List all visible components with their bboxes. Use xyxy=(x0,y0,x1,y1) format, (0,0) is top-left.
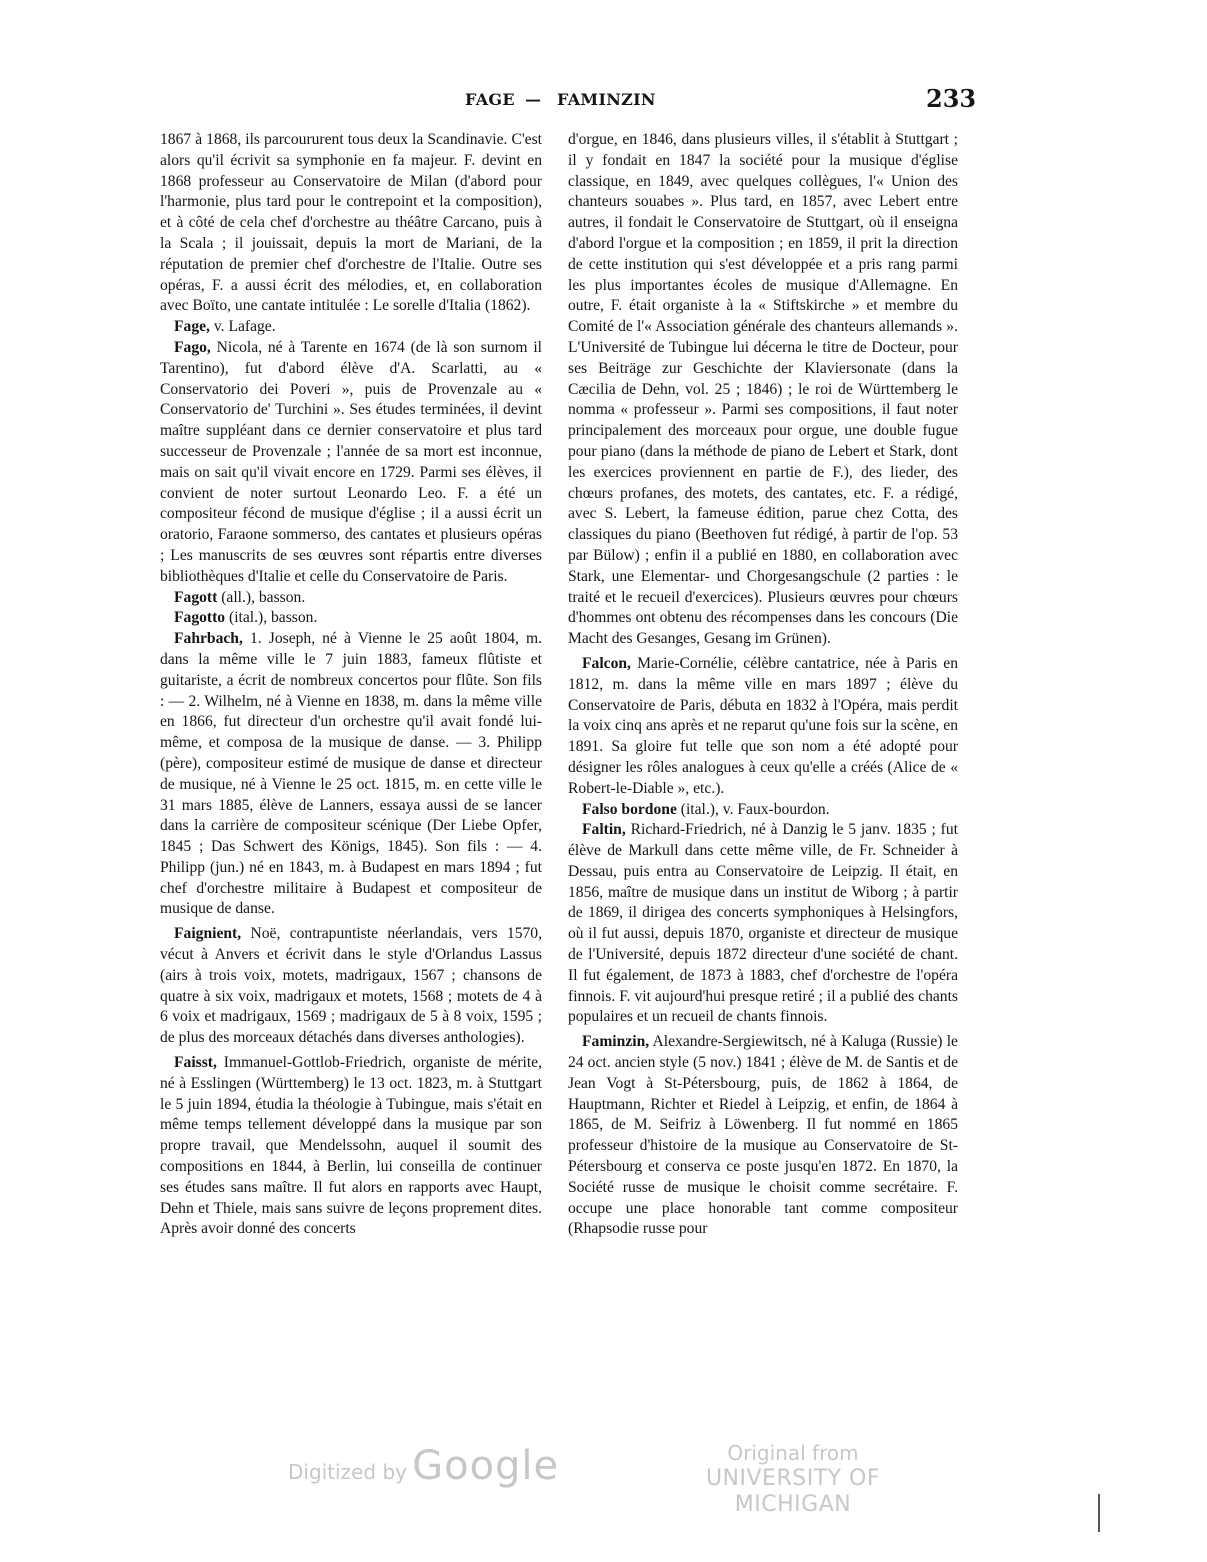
dictionary-entry xyxy=(568,800,958,821)
entry-text: 1. Joseph, né à Vienne le 25 août 1804, m. dans la même ville le 7 juin 1883, fameux flûtiste et guitariste, a écrit de nombreux concertos pour flûte. Son fils : — 2. Wilhelm, né à Vienne en 1838, m. dans la même ville en 1866, fut directeur d'un orchestre qu'il avait fondé lui-même, et composa de la musique de danse. — 3. Philipp (père), compositeur estimé de musique de danse et directeur de musique, né à Vienne le 25 oct. 1815, m. en cette ville le 31 mars 1885, élève de Lanners, essaya aussi de se lancer dans la carrière de compositeur scénique (Der Liebe Opfer, 1845 ; Das Schwert des Königs, 1845). Son fils : — 4. Philipp (jun.) né en 1843, m. à Budapest en mars 1894 ; fut chef d'orchestre militaire à Budapest et compositeur de musique de danse. xyxy=(160,630,543,918)
dictionary-entry xyxy=(160,338,542,588)
dictionary-entry xyxy=(160,1053,542,1240)
entry-headword: Fagott xyxy=(174,588,218,606)
original-from-label: Original from xyxy=(727,1441,859,1465)
digitization-footer xyxy=(0,1440,1207,1517)
original-source-watermark xyxy=(668,1440,918,1518)
dictionary-entry xyxy=(160,588,542,609)
entry-headword: Faltin, xyxy=(582,821,626,839)
entry-headword: Fago, xyxy=(174,338,211,356)
entry-headword: Faminzin, xyxy=(582,1033,650,1051)
entry-headword: Fage, xyxy=(174,318,210,336)
entry-text: Alexandre-Sergiewitsch, né à Kaluga (Russie) le 24 oct. ancien style (5 nov.) 1841 ; élève de M. de Santis et de Jean Vogt à St-Pétersbourg, puis, de 1862 à 1864, de Hauptmann, Richter et Riedel à Leipzig, et enfin, de 1864 à 1865, de M. Seifriz à Löwenberg. Il fut nommé en 1865 professeur d'histoire de la musique au Conservatoire de St-Pétersbourg et conserva ce poste jusqu'en 1872. En 1870, la Société russe de musique le choisit comme secrétaire. F. occupe une place honorable tant comme compositeur (Rhapsodie russe pour xyxy=(568,1033,958,1238)
dictionary-entry xyxy=(160,608,542,629)
entry-text: Marie-Cornélie, célèbre cantatrice, née à Paris en 1812, m. dans la même ville en mars 1897 ; élève du Conservatoire de Paris, débuta en 1832 à l'Opéra, mais perdit la voix cinq ans après et ne reparut qu'une fois sur la scène, en 1891. Sa gloire fut telle que son nom a été adopté pour désigner les rôles analogues à ceux qu'elle a créés (Alice de « Robert-le-Diable », etc.). xyxy=(568,654,958,797)
dictionary-entry xyxy=(160,317,542,338)
scan-edge-mark xyxy=(1098,1494,1100,1532)
dictionary-entry xyxy=(160,924,542,1049)
dictionary-entry xyxy=(160,629,542,920)
entry-text: (all.), basson. xyxy=(221,588,306,606)
entry-headword: Falcon, xyxy=(582,654,631,672)
right-column xyxy=(568,130,958,1240)
entry-headword: Faignient, xyxy=(174,925,242,943)
dictionary-entry xyxy=(568,1032,958,1240)
entry-headword: Fahrbach, xyxy=(174,630,243,648)
entry-text: 1867 à 1868, ils parcoururent tous deux la Scandinavie. C'est alors qu'il écrivit sa symphonie en fa majeur. F. devint en 1868 professeur au Conservatoire de Milan (d'abord pour l'harmonie, plus tard pour le contrepoint et la composition), et à côté de cela chef d'orchestre au théâtre Carcano, puis à la Scala ; il jouissait, depuis la mort de Mariani, de la réputation de premier chef d'orchestre de l'Italie. Outre ses opéras, F. a aussi écrit des mélodies, et, en collaboration avec Boïto, une cantate intitulée : Le sorelle d'Italia (1862). xyxy=(160,131,542,315)
left-column xyxy=(160,130,542,1240)
digitized-by-google-watermark xyxy=(288,1443,559,1489)
dictionary-entry xyxy=(568,820,958,1028)
page-number: 233 xyxy=(926,84,977,113)
entry-text: d'orgue, en 1846, dans plusieurs villes, il s'établit à Stuttgart ; il y fondait en 1847 la société pour la musique d'église classique, en 1849, avec quelques collègues, l'« Union des chanteurs souabes ». Plus tard, en 1857, avec Lebert entre autres, il fondait le Conservatoire de Stuttgart, où il enseigna d'abord l'orgue et la composition ; en 1859, il prit la direction de cette institution qui s'est développée et a pris rang parmi les plus importantes écoles de musique d'Allemagne. En outre, F. était organiste à la « Stiftskirche » et membre du Comité de l'« Association générale des chanteurs allemands ». L'Université de Tubingue lui décerna le titre de Docteur, pour ses Beiträge zur Geschichte der Klaviersonate (dans la Cæcilia de Dehn, vol. 25 ; 1846) ; le roi de Württemberg le nomma « professeur ». Parmi ses compositions, il faut noter principalement des morceaux pour orgue, une double fugue pour piano (dans la méthode de piano de Lebert et Stark, dont les exercices proviennent en partie de F.), des lieder, des chœurs profanes, des motets, des cantates, etc. F. a rédigé, avec S. Lebert, la fameuse édition, parue chez Cotta, des classiques du piano (Beethoven fut rédigé, à partir de l'op. 53 par Bülow) ; enfin il a publié en 1880, en collaboration avec Stark, une Elementar- und Chorgesangschule (2 parties : le traité et le recueil d'exercices). Plusieurs œuvres pour chœurs d'hommes ont obtenu des récompenses dans les concours (Die Macht des Gesanges, Gesang im Grünen). xyxy=(568,131,958,648)
entry-text: v. Lafage. xyxy=(213,318,276,336)
google-wordmark: Google xyxy=(412,1443,560,1489)
entry-text: Nicola, né à Tarente en 1674 (de là son surnom il Tarentino), fut d'abord élève d'A. Scarlatti, au « Conservatorio dei Poveri », puis de Provenzale au « Conservatorio de' Turchini ». Ses études terminées, il devint maître suppléant dans ce dernier conservatoire et plus tard successeur de Provenzale ; l'année de sa mort est inconnue, mais on sait qu'il vivait encore en 1729. Parmi ses élèves, il convient de noter surtout Leonardo Leo. F. a été un compositeur fécond de musique d'église ; il a aussi écrit un oratorio, Faraone sommerso, des cantates et plusieurs opéras ; Les manuscrits de ses œuvres sont répartis entre diverses bibliothèques d'Italie et celle du Conservatoire de Paris. xyxy=(160,338,542,585)
entry-headword: Faisst, xyxy=(174,1054,217,1072)
dictionary-entry xyxy=(568,654,958,800)
entry-text: Immanuel-Gottlob-Friedrich, organiste de mérite, né à Esslingen (Württemberg) le 13 oct. 1823, m. à Stuttgart le 5 juin 1894, étudia la théologie à Tubingue, mais s'était en même temps tellement développé dans la musique par son propre travail, que Mendelssohn, auquel il soumit des compositions en 1844, à Berlin, lui conseilla de continuer ses études sans maître. Il fut alors en rapports avec Haupt, Dehn et Thiele, mais sans suivre de leçons proprement dites. Après avoir donné des concerts xyxy=(160,1054,542,1238)
dictionary-entry xyxy=(568,130,958,650)
entry-headword: Fagotto xyxy=(174,609,226,627)
entry-text: Noë, contrapuntiste néerlandais, vers 1570, vécut à Anvers et écrivit dans le style d'Orlandus Lassus (airs à trois voix, motets, madrigaux, 1567 ; chansons de quatre à six voix, madrigaux et motets, 1568 ; motets de 4 à 6 voix et madrigaux, 1569 ; madrigaux de 5 à 8 voix, 1595 ; de plus des morceaux détachés dans diverses anthologies). xyxy=(160,925,543,1047)
header-left-word: FAGE xyxy=(465,90,515,109)
university-label: UNIVERSITY OF MICHIGAN xyxy=(705,1466,881,1517)
entry-headword: Falso bordone xyxy=(582,800,677,818)
entry-text: (ital.), basson. xyxy=(229,609,318,627)
digitized-by-label: Digitized by xyxy=(288,1460,407,1484)
header-right-word: FAMINZIN xyxy=(557,90,656,109)
running-header xyxy=(0,84,1207,120)
dictionary-entry xyxy=(160,130,542,317)
entry-text: Richard-Friedrich, né à Danzig le 5 janv. 1835 ; fut élève de Markull dans cette même ville, de Fr. Schneider à Dessau, puis entra au Conservatoire de Leipzig. Il était, en 1856, maître de musique dans un institut de Wiborg ; à partir de 1869, il dirigea des concerts symphoniques à Helsingfors, où il fut aussi, depuis 1870, organiste et directeur de musique de l'Université, depuis 1872 directeur d'une société de chant. Il fut également, de 1873 à 1883, chef d'orchestre de l'opéra finnois. F. vit aujourd'hui presque retiré ; il a publié des chants populaires et un recueil de chants finnois. xyxy=(568,821,958,1026)
entry-text: (ital.), v. Faux-bourdon. xyxy=(680,800,830,818)
header-dash: — xyxy=(525,90,542,109)
